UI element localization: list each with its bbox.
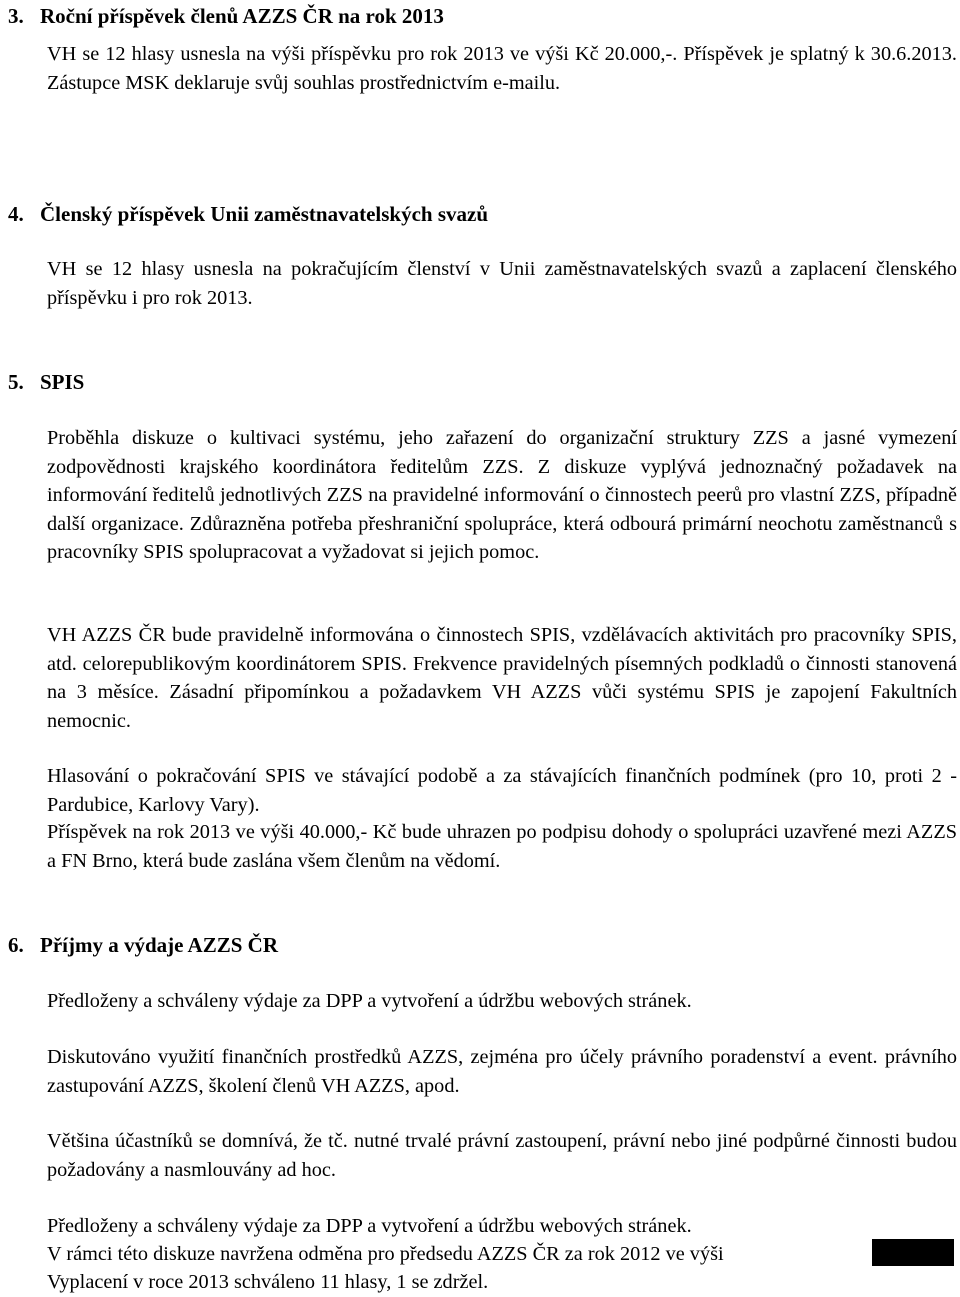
paragraph: VH se 12 hlasy usnesla na výši příspěvku pro rok 2013 ve výši Kč 20.000,-. Příspěvek je splatný k 30.6.2013. Zástupce MSK deklaruje svůj souhlas prostřednictvím e-mailu. (47, 43, 957, 94)
paragraph: V rámci této diskuze navržena odměna pro předsedu AZZS ČR za rok 2012 ve výši (47, 1243, 724, 1265)
section-title: Příjmy a výdaje AZZS ČR (40, 933, 278, 957)
paragraph: Předloženy a schváleny výdaje za DPP a vytvoření a údržbu webových stránek. (47, 1215, 692, 1237)
section-heading-3 (8, 2, 444, 31)
paragraph: VH se 12 hlasy usnesla na pokračujícím členství v Unii zaměstnavatelských svazů a zaplacení členského příspěvku i pro rok 2013. (47, 258, 957, 309)
paragraph: Hlasování o pokračování SPIS ve stávající podobě a za stávajících finančních podmínek (pro 10, proti 2 - Pardubice, Karlovy Vary). (47, 765, 957, 816)
section-heading-5 (8, 368, 84, 397)
paragraph: VH AZZS ČR bude pravidelně informována o činnostech SPIS, vzdělávacích aktivitách pro pracovníky SPIS, atd. celorepublikovým koordinátorem SPIS. Frekvence pravidelných písemných podkladů o činnosti stanovená na 3 měsíce. Zásadní připomínkou a požadavkem VH AZZS vůči systému SPIS je zapojení Fakultních nemocnic. (47, 624, 957, 732)
paragraph: Proběhla diskuze o kultivaci systému, jeho zařazení do organizační struktury ZZS a jasné vymezení zodpovědnosti krajského koordinátora ředitelům ZZS. Z diskuze vyplývá jednoznačný požadavek na informování ředitelů jednotlivých ZZS na pravidelné informování o činnostech peerů pro vlastní ZZS, případně další organizace. Zdůrazněna potřeba přeshraniční spolupráce, která odbourá primární neochotu zaměstnanců s pracovníky SPIS spolupracovat a vyžadovat si jejich pomoc. (47, 427, 957, 563)
paragraph: Vyplacení v roce 2013 schváleno 11 hlasy, 1 se zdržel. (47, 1271, 489, 1293)
paragraph: Příspěvek na rok 2013 ve výši 40.000,- Kč bude uhrazen po podpisu dohody o spolupráci uzavřené mezi AZZS a FN Brno, která bude zaslána všem členům na vědomí. (47, 821, 957, 872)
redaction-box (872, 1239, 954, 1266)
paragraph: Většina účastníků se domnívá, že tč. nutné trvalé právní zastoupení, právní nebo jiné podpůrné činnosti budou požadovány a nasmlouvány ad hoc. (47, 1130, 957, 1181)
section-title: Roční příspěvek členů AZZS ČR na rok 2013 (40, 4, 444, 28)
section-heading-4 (8, 200, 488, 229)
section-number: 6. (8, 933, 24, 957)
paragraph: Diskutováno využití finančních prostředků AZZS, zejména pro účely právního poradenství a event. právního zastupování AZZS, školení členů VH AZZS, apod. (47, 1046, 957, 1097)
paragraph: Předloženy a schváleny výdaje za DPP a vytvoření a údržbu webových stránek. (47, 990, 692, 1012)
section-number: 4. (8, 202, 24, 226)
section-number: 5. (8, 370, 24, 394)
section-title: Členský příspěvek Unii zaměstnavatelských svazů (40, 202, 489, 226)
section-number: 3. (8, 4, 24, 28)
section-title: SPIS (40, 370, 85, 394)
section-heading-6 (8, 931, 278, 960)
